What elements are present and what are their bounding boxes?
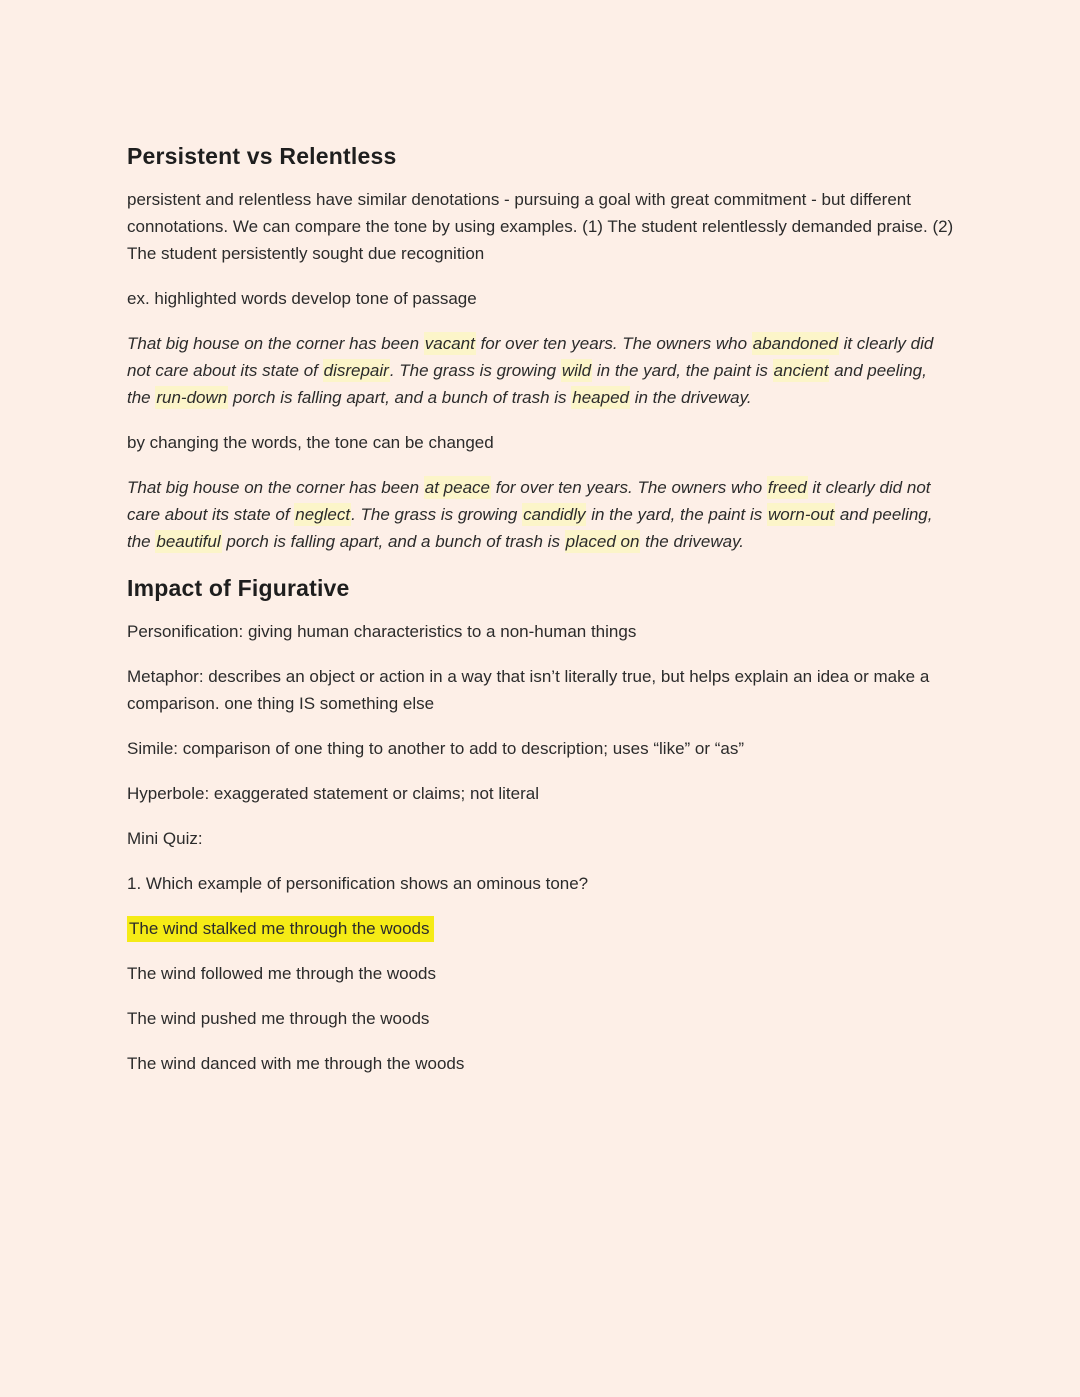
passage-text: it clearly did not care about its state of xyxy=(127,334,934,380)
passage-text: in the yard, the paint is xyxy=(586,505,767,524)
passage-text: for over ten years. The owners who xyxy=(491,478,767,497)
highlighted-word: abandoned xyxy=(752,334,838,353)
passage-text: in the driveway. xyxy=(630,388,752,407)
passage-text: . The grass is growing xyxy=(351,505,523,524)
section-heading-impact-of-figurative: Impact of Figurative xyxy=(127,575,350,601)
passage-text: the driveway. xyxy=(640,532,745,551)
passage-text: . The grass is growing xyxy=(389,361,561,380)
highlighted-word: ancient xyxy=(773,361,829,380)
highlighted-answer: The wind stalked me through the woods xyxy=(127,916,434,942)
passage-text: it clearly did not care about its state of xyxy=(127,478,931,524)
highlighted-word: vacant xyxy=(424,334,475,353)
passage-text: porch is falling apart, and a bunch of trash is xyxy=(228,388,572,407)
definition-personification: Personification: giving human characteristics to a non-human things xyxy=(127,622,637,641)
definition-simile: Simile: comparison of one thing to another to add to description; uses “like” or “as” xyxy=(127,739,745,758)
definition-metaphor: Metaphor: describes an object or action in a way that isn’t literally true, but helps explain an idea or make a comparison. one thing IS something else xyxy=(127,667,930,713)
highlighted-word: heaped xyxy=(572,388,629,407)
passage-text: in the yard, the paint is xyxy=(592,361,773,380)
highlighted-word: placed on xyxy=(565,532,640,551)
highlighted-word: beautiful xyxy=(156,532,221,551)
mini-quiz-label: Mini Quiz: xyxy=(127,829,203,848)
passage-text: porch is falling apart, and a bunch of trash is xyxy=(221,532,565,551)
highlighted-word: worn-out xyxy=(767,505,835,524)
highlighted-word: run-down xyxy=(156,388,228,407)
quiz-answer-followed: The wind followed me through the woods xyxy=(127,964,437,983)
passage-text: and peeling, the xyxy=(127,505,933,551)
passage-text: for over ten years. The owners who xyxy=(475,334,752,353)
quiz-answer-pushed: The wind pushed me through the woods xyxy=(127,1009,430,1028)
paragraph-example-label: ex. highlighted words develop tone of passage xyxy=(127,289,477,308)
passage-original xyxy=(127,330,955,411)
highlighted-word: freed xyxy=(767,478,807,497)
quiz-question: 1. Which example of personification shows an ominous tone? xyxy=(127,874,589,893)
passage-text: and peeling, the xyxy=(127,361,927,407)
paragraph-change-label: by changing the words, the tone can be changed xyxy=(127,433,494,452)
passage-changed xyxy=(127,474,955,555)
highlighted-word: at peace xyxy=(424,478,490,497)
highlighted-word: wild xyxy=(561,361,592,380)
quiz-answer-danced: The wind danced with me through the woods xyxy=(127,1054,465,1073)
highlighted-word: neglect xyxy=(295,505,351,524)
passage-text: That big house on the corner has been xyxy=(127,478,424,497)
highlighted-word: candidly xyxy=(523,505,586,524)
quiz-answer-stalked xyxy=(127,915,955,942)
paragraph-denotations-intro: persistent and relentless have similar denotations - pursuing a goal with great commitment - but different connotations. We can compare the tone by using examples. (1) The student relentlessly demanded praise. (2) The student persistently sought due recognition xyxy=(127,190,954,263)
passage-text: That big house on the corner has been xyxy=(127,334,424,353)
definition-hyperbole: Hyperbole: exaggerated statement or claims; not literal xyxy=(127,784,539,803)
section-heading-persistent-vs-relentless: Persistent vs Relentless xyxy=(127,143,397,169)
highlighted-word: disrepair xyxy=(323,361,389,380)
